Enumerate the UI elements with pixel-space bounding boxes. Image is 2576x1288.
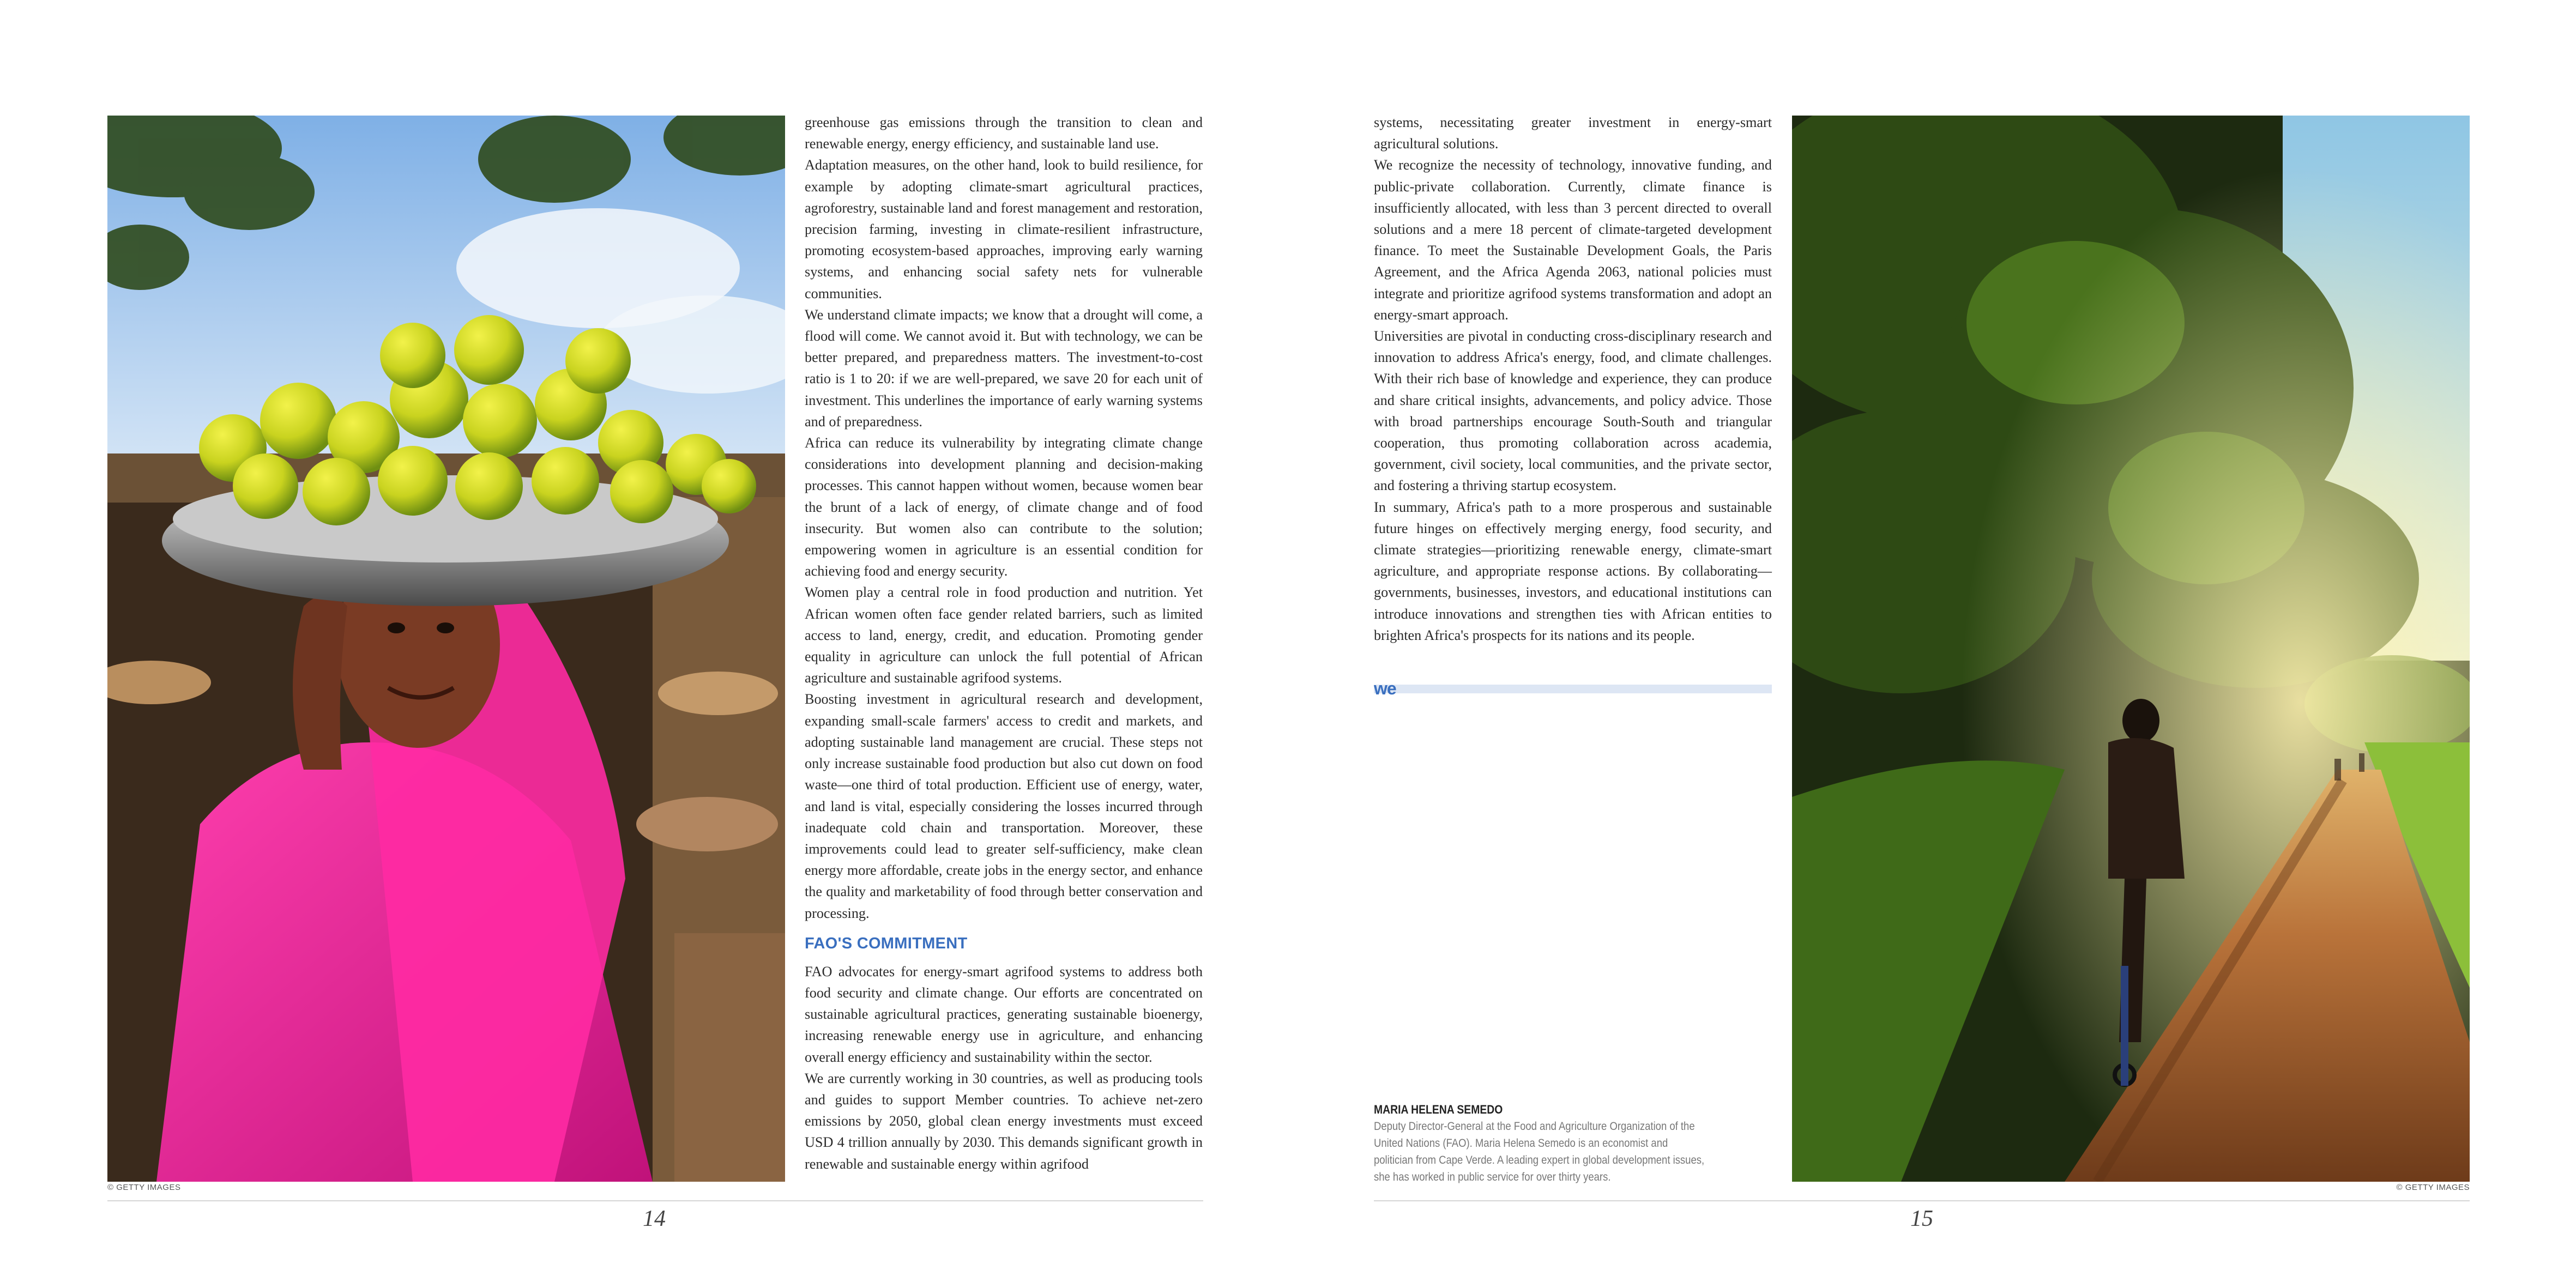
end-of-article-logo-bar xyxy=(1374,679,1772,698)
photo-cyclist-illustration xyxy=(1792,116,2470,1182)
we-logo-mark: we xyxy=(1374,679,1396,698)
author-description: Deputy Director-General at the Food and Agriculture Organization of the United Nations (FAO). Maria Helena Semedo is an economist and politician from Cape Verde. A leading expert in global development issues, she has worked in public service for over thirty years. xyxy=(1374,1120,1705,1183)
right-page-text-column xyxy=(1374,112,1772,646)
footer-rule-left xyxy=(107,1200,1203,1201)
paragraph: We understand climate impacts; we know that a drought will come, a flood will come. We cannot avoid it. But with technology, we can be better prepared, and preparedness matters. The investment-to-cost ratio is 1 to 20: if we are well-prepared, we save 20 for each unit of investment. This underlines the importance of early warning systems and of preparedness. xyxy=(805,306,1203,430)
logo-bar-stripe xyxy=(1374,685,1772,693)
paragraph: Universities are pivotal in conducting cross-disciplinary research and innovation to address Africa's energy, food, and climate challenges. With their rich base of knowledge and experience, they can produce and share critical insights, advancements, and policy advice. Those with broad partnerships encourage South-South and triangular cooperation, thus promoting collaboration across academia, government, civil society, local communities, and the private sector, and fostering a thriving startup ecosystem. xyxy=(1374,328,1772,494)
page-number-right: 15 xyxy=(1910,1206,1933,1231)
paragraph: FAO advocates for energy-smart agrifood systems to address both food security and climate change. Our efforts are concentrated on sustainable agricultural practices, generating sustainable bioenergy, increasing renewable energy use in agriculture, and enhancing overall energy efficiency and sustainability within the sector. xyxy=(805,963,1203,1065)
paragraph: Boosting investment in agricultural research and development, expanding small-scale farmers' access to credit and markets, and adopting sustainable land management are crucial. These steps not only increase sustainable food production but also cut down on food waste—one third of total production. Efficient use of energy, water, and land is vital, especially considering the losses incurred through inadequate cold chain and transportation. Moreover, these improvements could lead to greater self-sufficiency, make clean energy more affordable, create jobs in the energy sector, and enhance the quality and marketability of food through better conservation and processing. xyxy=(805,691,1203,921)
photo-credit-right: © GETTY IMAGES xyxy=(2396,1183,2470,1192)
paragraph: In summary, Africa's path to a more prosperous and sustainable future hinges on effectively merging energy, food security, and climate strategies—prioritizing renewable energy, climate-smart agriculture, and appropriate response actions. By collaborating—governments, businesses, investors, and educational institutions can introduce innovations and strengthen ties with African entities to brighten Africa's prospects for its nations and its people. xyxy=(1374,499,1772,643)
paragraph: We are currently working in 30 countries, as well as producing tools and guides to support Member countries. To achieve net-zero emissions by 2050, global clean energy investments must exceed USD 4 trillion annually by 2030. This demands significant growth in renewable and sustainable energy within agrifood xyxy=(805,1070,1203,1172)
paragraph: We recognize the necessity of technology, innovative funding, and public-private collaboration. Currently, climate finance is insufficiently allocated, with less than 3 percent directed to overall solutions and a mere 18 percent of climate-targeted development finance. To meet the Sustainable Development Goals, the Paris Agreement, and the Africa Agenda 2063, national policies must integrate and prioritize agrifood systems transformation and adopt an energy-smart approach. xyxy=(1374,157,1772,323)
photo-credit-left: © GETTY IMAGES xyxy=(107,1183,181,1192)
photo-woman-with-fruit-tray xyxy=(107,116,785,1182)
paragraph: greenhouse gas emissions through the transition to clean and renewable energy, energy efficiency, and sustainable land use. xyxy=(805,114,1203,152)
paragraph: Africa can reduce its vulnerability by integrating climate change considerations into development planning and decision-making processes. This cannot happen without women, because women bear the brunt of a lack of energy, of climate change and of food insecurity. But women also can contribute to the solution; empowering women in agriculture is an essential condition for achieving food and energy security. xyxy=(805,435,1203,579)
photo-cyclist-on-dirt-road xyxy=(1792,116,2470,1182)
author-name: MARIA HELENA SEMEDO xyxy=(1374,1103,1503,1116)
section-subheading: FAO'S COMMITMENT xyxy=(805,934,968,952)
footer-rule-right xyxy=(1374,1200,2470,1201)
page-number-left: 14 xyxy=(643,1206,666,1231)
paragraph: Adaptation measures, on the other hand, look to build resilience, for example by adopting climate-smart agricultural practices, agroforestry, sustainable land and forest management and restoration, precision farming, investing in climate-resilient infrastructure, promoting ecosystem-based approaches, improving early warning systems, and enhancing social safety nets for vulnerable communities. xyxy=(805,157,1203,301)
left-page-text-column xyxy=(805,112,1203,1175)
author-bio xyxy=(1374,1101,1710,1186)
paragraph: Women play a central role in food production and nutrition. Yet African women often face gender related barriers, such as limited access to land, energy, credit, and education. Promoting gender equality in agriculture can unlock the full potential of African agriculture and sustainable agrifood systems. xyxy=(805,584,1203,686)
paragraph: systems, necessitating greater investment in energy-smart agricultural solutions. xyxy=(1374,114,1772,152)
photo-woman-illustration xyxy=(107,116,785,1182)
